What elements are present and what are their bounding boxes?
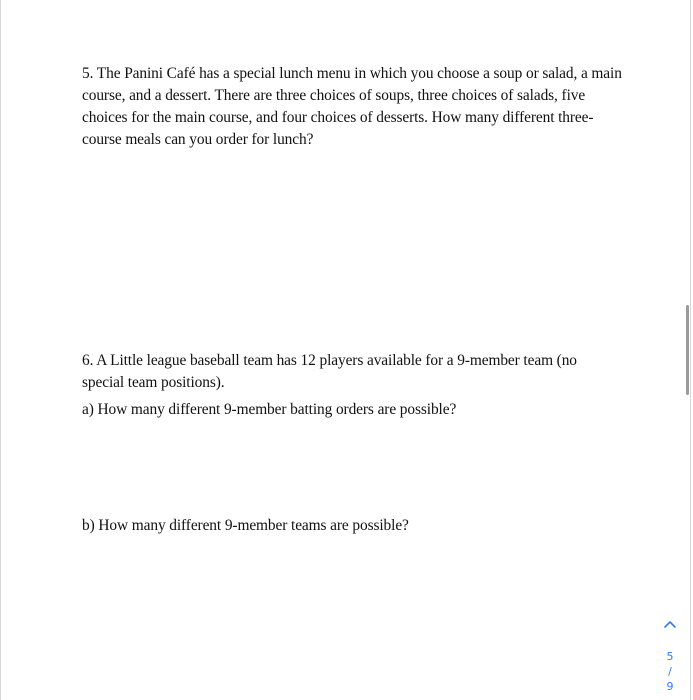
page-separator: / <box>668 665 672 678</box>
total-page-count: 9 <box>666 680 674 693</box>
current-page-number: 5 <box>666 650 674 663</box>
document-page <box>1 0 690 700</box>
chevron-up-icon[interactable] <box>662 616 678 632</box>
question-6: 6. A Little league baseball team has 12 players available for a 9-member team (no special team positions). <box>82 352 577 391</box>
page-border-right <box>690 0 691 700</box>
question-5: 5. The Panini Café has a special lunch menu in which you choose a soup or salad, a main course, and a dessert. There are three choices of soups, three choices of salads, five choices for the main course, and four choices of desserts. How many different three-course meals can you order for lunch? <box>82 65 622 148</box>
page-navigator <box>656 616 686 700</box>
question-6-part-b: b) How many different 9-member teams are possible? <box>82 517 409 534</box>
vertical-scrollbar-thumb[interactable] <box>686 305 689 395</box>
question-6-part-a: a) How many different 9-member batting orders are possible? <box>82 401 457 418</box>
